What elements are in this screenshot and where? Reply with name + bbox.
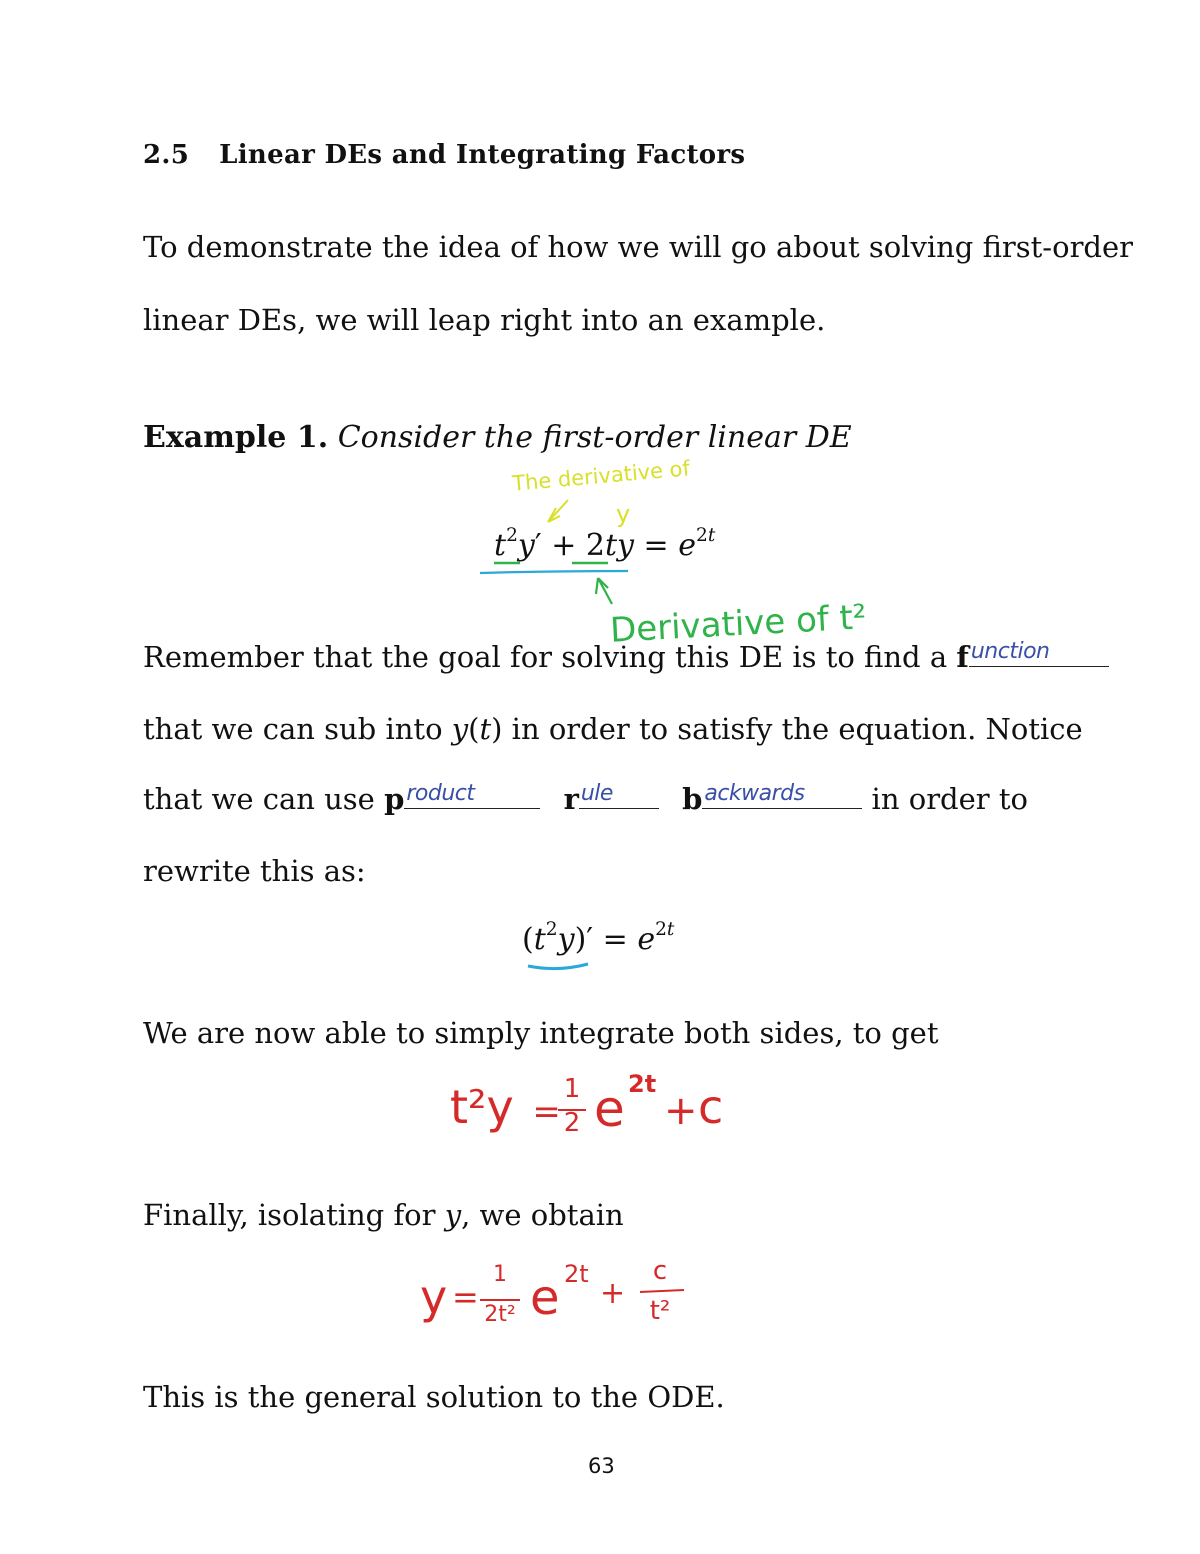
blank-f-letter: f [956,640,969,674]
cyan-underline-1 [480,571,628,573]
integrated-frac-num: 1 [563,1074,581,1104]
annotation-derivative-of-y: The derivative of [511,456,691,496]
page-number: 63 [588,1454,615,1478]
intro-line-1: To demonstrate the idea of how we will go about solving first-order [143,230,1134,264]
annotation-y: y [616,500,631,528]
finally-line: Finally, isolating for y, we obtain [143,1198,624,1232]
solution-equals: = [452,1278,479,1316]
annotation-derivative-of-t-squared: Derivative of t² [609,597,868,651]
blank-backwards-fill: ackwards [704,781,805,806]
integrated-constant: c [698,1080,724,1134]
intro-line-2: linear DEs, we will leap right into an example. [143,303,826,337]
solution-frac2-num: c [652,1256,668,1286]
section-number: 2.5 [143,140,190,170]
remember-text: Remember that the goal for solving this DE is to find a [143,640,957,674]
solution-plus: + [600,1276,626,1311]
blank-rule-fill: ule [580,781,613,806]
solution-frac2-bar [640,1290,684,1292]
example-label: Example 1. [143,420,329,455]
blank-product-fill: roduct [406,781,475,806]
finally-end: , we obtain [461,1198,624,1232]
equation-original: $t^2y' + 2ty = e^{2t}$ [494,525,716,563]
sub-line-start: that we can sub into [143,712,452,746]
solution-frac1-den: 2t² [484,1302,516,1327]
integrated-frac-den: 2 [563,1108,581,1138]
integrated-equals: = [532,1092,561,1132]
yellow-arrow [548,500,568,522]
y-of-t: y(t) [451,712,503,746]
blank-r-letter: r [563,782,579,816]
equation-rewritten: $(t^2y)' = e^{2t}$ [522,919,675,957]
general-solution-line: This is the general solution to the ODE. [143,1380,725,1414]
integrate-line: We are now able to simply integrate both sides, to get [143,1016,939,1050]
solution-e: e [530,1270,560,1326]
cyan-underline-2 [528,964,588,969]
blank-p-letter: p [384,782,405,816]
example-statement: Consider the first-order linear DE [337,420,852,455]
rewrite-line: rewrite this as: [143,854,366,888]
integrated-exponent: 2t [628,1070,657,1098]
solution-lhs: y [420,1270,448,1324]
sub-line-end: in order to satisfy the equation. Notice [502,712,1083,746]
integrated-lhs: t²y [450,1080,514,1134]
solution-frac1-num: 1 [493,1262,507,1287]
integrated-e: e [594,1080,625,1138]
section-title: Linear DEs and Integrating Factors [219,140,746,170]
solution-frac2-den: t² [649,1296,671,1326]
blank-function-fill: unction [970,639,1050,664]
finally-start: Finally, isolating for [143,1198,445,1232]
solution-exponent: 2t [564,1260,589,1288]
use-line-end: in order to [862,782,1028,816]
use-line-start: that we can use [143,782,385,816]
blank-b-letter: b [682,782,703,816]
green-arrow [596,578,612,604]
integrated-plus: + [664,1088,698,1134]
